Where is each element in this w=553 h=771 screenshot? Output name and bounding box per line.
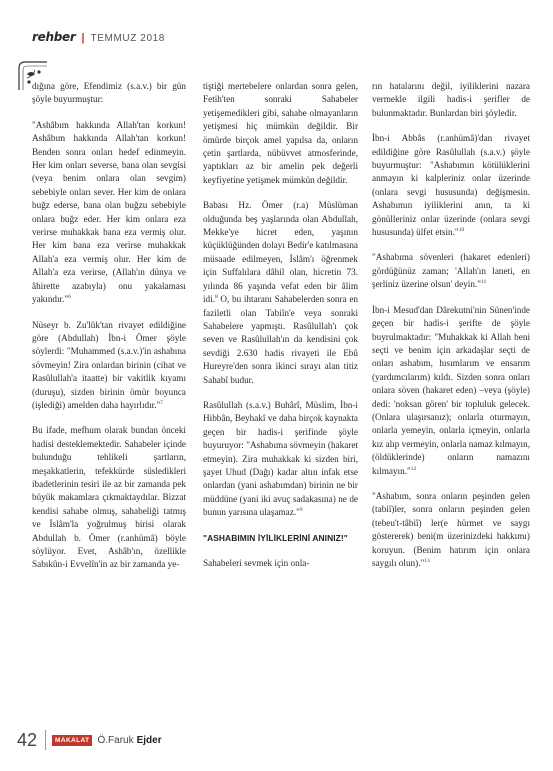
footnote-ref: 8: [215, 294, 218, 301]
paragraph: Rasûlullah (s.a.v.) Buhârî, Müslim, İbn-i Hibbân, Beyhakî ve daha birçok kaynakta geçen bir hadis-i şerifinde şöyle buyuruyor: "Ashabıma sövmeyin (hakaret etmeyin). Zira muhakkak ki sizden biri, şayet Uhud (Dağı) kadar altın infak etse onlardan (yani ashabımdan) birinin ne bir müddüne (yani iki avuç sadakasına) ne de bunun yarısına ulaşamaz."$^9$: [203, 399, 358, 518]
paragraph: "Ashâbım hakkında Allah'tan korkun! Ashâbım hakkında Allah'tan korkun! Benden sonra onları hedef edinmeyin. Her kim onları severse, bana olan sevgisi (veya benim onlara olan sevgim) sebebiyle onları sever. Her kim de onlara buğz ederse, bana olan buğzu sebebiyle onlara buğz eder. Her kim onlara eza verirse muhakkak bana eza vermiş olur. Her kim bana eza verirse muhakkak Allah'a eza vermiş olur. Her kim de Allah'a eza verirse, (Allah'ın dünya ve âhirette azabıyla) onu yakalaması yakındır."$^6$: [32, 119, 186, 305]
paragraph: Babası Hz. Ömer (r.a) Müslüman olduğunda beş yaşlarında olan Abdullah, Mekke'ye hicret eden, yaşının küçüklüğünden dolayı Bedir'e katılmasına müsaade edilmeyen, İslâm'ı öğrenmek için Suffalılara dâhil olan, hicretin 73. yılında 86 yaşında vefat eden bir âlim idi.$^8$ O, bu ihtaranı Sahabelerden sonra en faziletli olan Tabiîn'e veya sonraki Sahabelere yapmıştı. Rasûlullah'ı çok seven ve Rasûlullah'ın da kendisini çok sevdiği 2.630 hadis rivayeti ile Ebû Hureyre'den sonra ikinci sırayı alan titiz Sahabî budur.: [203, 200, 358, 385]
page-number: 42: [17, 729, 38, 750]
paragraph: rın hatalarını değil, iyiliklerini nazara vermekle ilgili hadis-i şerifler de bulunmaktadır. Bunlardan biri şöyledir.: [372, 81, 530, 118]
header-divider: |: [81, 32, 85, 44]
paragraph: Nüseyr b. Zu'lûk'tan rivayet edildiğine göre (Abdullah) İbn-i Ömer şöyle söylerdi: "Muhammed (s.a.v.)'in ashabına sövmeyin! Zira onlardan birinin (cihat ve Rasûlullah'a itaatte) bir vakitlik kıyamı (duruşu), sizden birinin ömür boyunca (işlediği) amelden daha hayırlıdır."$^7$: [32, 319, 186, 410]
paragraph: İbn-i Mesud'dan Dârekutni'nin Sünen'inde geçen bir hadis-i şerifte de şöyle buyrulmaktadır: "Muhakkak ki Allah beni seçti ve benim için arkadaşlar seçti de onları ashabım, hısımlarım ve ensarım (yardımcılarım) kıldı. Sizden sonra onları onlara söven (hakaret eden) –veya (şöyle) dedi: 'noksan gören' bir topluluk gelecek. (Onlara ulaşırsanız); onlarla oturmayın, onlarla yemeyin, onlarla içmeyin, onlarla kız alıp vermeyin, onlarla namaz kılmayın, (öldüklerinde) onların namazını kılmayın."$^{12}$: [372, 304, 530, 476]
paragraph: Bu ifade, mefhum olarak bundan önceki hadisi desteklemektedir. Sahabeler içinde bulunduğu tehlikeli şartların, meşakkatlerin, tefekkürde süsledikleri ibadetlerinin tesiri ile az bir zamanda pek büyük makamlara çıkmaktaydılar. Bizzat kendisi sahabe olmuş, sahabeliği tatmış ve İslâm'la yoğrulmuş birisi olarak Abdullah b. Ömer (r.anhümâ) böyle söylüyor. Evet, Ashâb'ın, özellikle Sabıkûn-i Evvelîn'in az bir zamanda ye-: [32, 425, 186, 570]
page-header: [32, 30, 165, 46]
footnote-ref: 11: [481, 279, 487, 286]
footer-divider: [45, 730, 46, 750]
footnote-ref: 13: [424, 557, 430, 564]
text-column-1: [32, 80, 186, 584]
footnote-ref: 6: [68, 294, 71, 301]
issue-date: TEMMUZ 2018: [90, 33, 165, 44]
paragraph: İbn-i Abbâs (r.anhümâ)'dan rivayet edildiğine göre Rasûlullah (s.a.v.) şöyle buyurmuştur: "Ashabımın kötülüklerini anmayın ki kalpleriniz onlar üzerinde (onlara sevgi hususunda) değişmesin. Ashabımın iyiliklerini anın, ta ki gönülleriniz onlar üzerinde (onlara sevgi hususunda) ülfet etsin."$^{10}$: [372, 133, 530, 238]
paragraph: "Ashabım, sonra onların peşinden gelen (tabiî)ler, sonra onların peşinden gelen (tebeu't-tâbiî) ler(e hürmet ve saygı göstererek) beni(m üzerinizdeki hakkımı) koruyun. (Benim hatırım için onlara saygılı olun)."$^{13}$: [372, 490, 530, 568]
paragraph: tiştiği mertebelere onlardan sonra gelen, Fetih'ten sonraki Sahabeler yetişemedikleri gibi, sahabe olmayanların yetişmesi hiç mümkün değildir. Bir ömürde birçok amel yapılsa da, onların çetin şartlarda, nübüvvet atmosferinde, yaptıkları az bir amelin pek değerli keyfiyetine yetişmek mümkün değildir.: [203, 81, 358, 185]
page-footer: [17, 728, 162, 752]
paragraph: "Ashabıma sövenleri (hakaret edenleri) gördüğünüz zaman; 'Allah'ın laneti, en şerliniz üzerine olsun' deyin."$^{11}$: [372, 252, 530, 290]
paragraph: Sahabeleri sevmek için onla-: [203, 558, 310, 568]
text-column-3: [372, 80, 530, 582]
author-first-name: Ö.Faruk: [97, 734, 134, 746]
author-last-name: Ejder: [136, 734, 162, 746]
section-subheading: "ASHABIMIN İYİLİKLERİNİ ANINIZ!": [203, 532, 348, 543]
paragraph: dığına göre, Efendimiz (s.a.v.) bir gün şöyle buyurmuştur:: [32, 81, 186, 105]
magazine-logo: rehber: [32, 30, 76, 44]
text-column-2: [203, 80, 358, 582]
footnote-ref: 7: [160, 399, 164, 406]
footnote-ref: 10: [458, 227, 465, 233]
footnote-ref: 9: [299, 507, 303, 514]
section-badge: MAKALAT: [52, 735, 92, 746]
footnote-ref: 12: [410, 465, 417, 472]
